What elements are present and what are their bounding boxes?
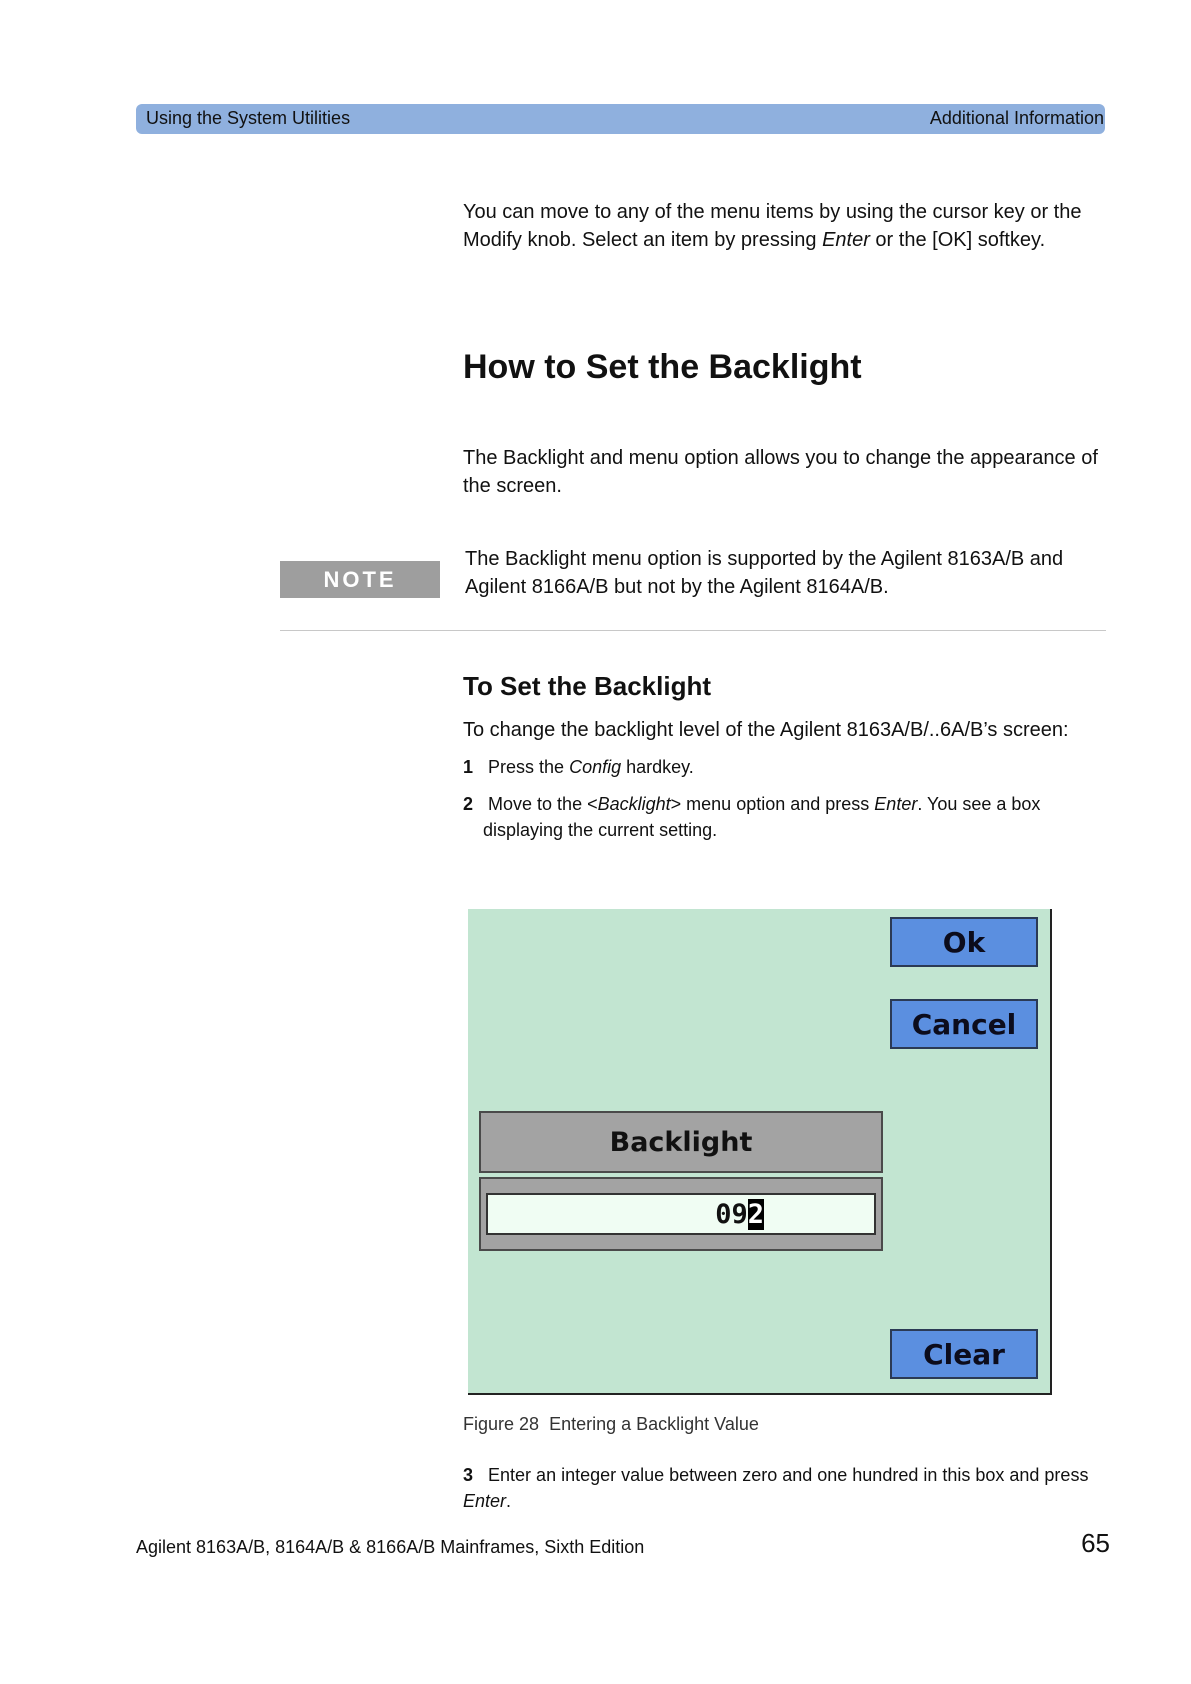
step-text: . — [506, 1491, 512, 1511]
step-number: 1 — [463, 757, 474, 777]
intro-paragraph — [463, 198, 1083, 254]
backlight-value-field[interactable] — [486, 1193, 876, 1235]
figure-caption — [463, 1414, 759, 1435]
step-text: > menu option and press — [670, 794, 875, 814]
step-text: Press the — [488, 757, 570, 777]
step-number: 3 — [463, 1465, 474, 1485]
backlight-dialog-body — [479, 1177, 883, 1251]
ok-softkey[interactable]: Ok — [890, 917, 1038, 967]
section-description: The Backlight and menu option allows you to change the appearance of the screen. — [463, 447, 1098, 497]
figure-number: Figure 28 — [463, 1414, 540, 1434]
header-section-title: Additional Information — [929, 108, 1104, 128]
note-label: NOTE — [280, 561, 440, 598]
subsection-lead: To change the backlight level of the Agilent 8163A/B/..6A/B’s screen: — [463, 719, 1069, 741]
step-2 — [463, 791, 1123, 843]
step-key: Config — [569, 757, 622, 777]
intro-text-a: You can move to any of the menu items by using the cursor key or the Modify knob. Select an item by pressing — [463, 201, 1082, 251]
backlight-value-digits: 09 — [715, 1198, 748, 1230]
step-1 — [463, 754, 1103, 780]
step-text: hardkey. — [621, 757, 694, 777]
cancel-softkey[interactable]: Cancel — [890, 999, 1038, 1049]
subsection-title: To Set the Backlight — [463, 671, 711, 701]
step-text: Move to the < — [488, 794, 598, 814]
step-text: Enter an integer value between zero and one hundred in this box and press — [488, 1465, 1089, 1485]
step-3 — [463, 1462, 1123, 1514]
header-chapter-title: Using the System Utilities — [146, 108, 351, 128]
step-number: 2 — [463, 794, 474, 814]
page-number: 65 — [1081, 1528, 1110, 1558]
step-menu-option: Backlight — [597, 794, 671, 814]
step-key: Enter — [874, 794, 918, 814]
backlight-dialog-title: Backlight — [479, 1111, 883, 1173]
clear-softkey[interactable]: Clear — [890, 1329, 1038, 1379]
step-text: . You see a box displaying the current setting. — [483, 794, 1041, 840]
intro-text-b: or the [OK] softkey. — [869, 229, 1046, 251]
backlight-value-cursor-digit: 2 — [747, 1198, 764, 1230]
footer-title: Agilent 8163A/B, 8164A/B & 8166A/B Mainframes, Sixth Edition — [136, 1537, 645, 1557]
note-divider — [280, 630, 1106, 631]
step-key: Enter — [463, 1491, 507, 1511]
intro-enter-key: Enter — [822, 229, 870, 251]
note-text: The Backlight menu option is supported by the Agilent 8163A/B and Agilent 8166A/B but not by the Agilent 8164A/B. — [465, 548, 1064, 598]
figure-title: Entering a Backlight Value — [549, 1414, 759, 1434]
instrument-screen — [468, 909, 1052, 1395]
section-title: How to Set the Backlight — [463, 348, 862, 386]
